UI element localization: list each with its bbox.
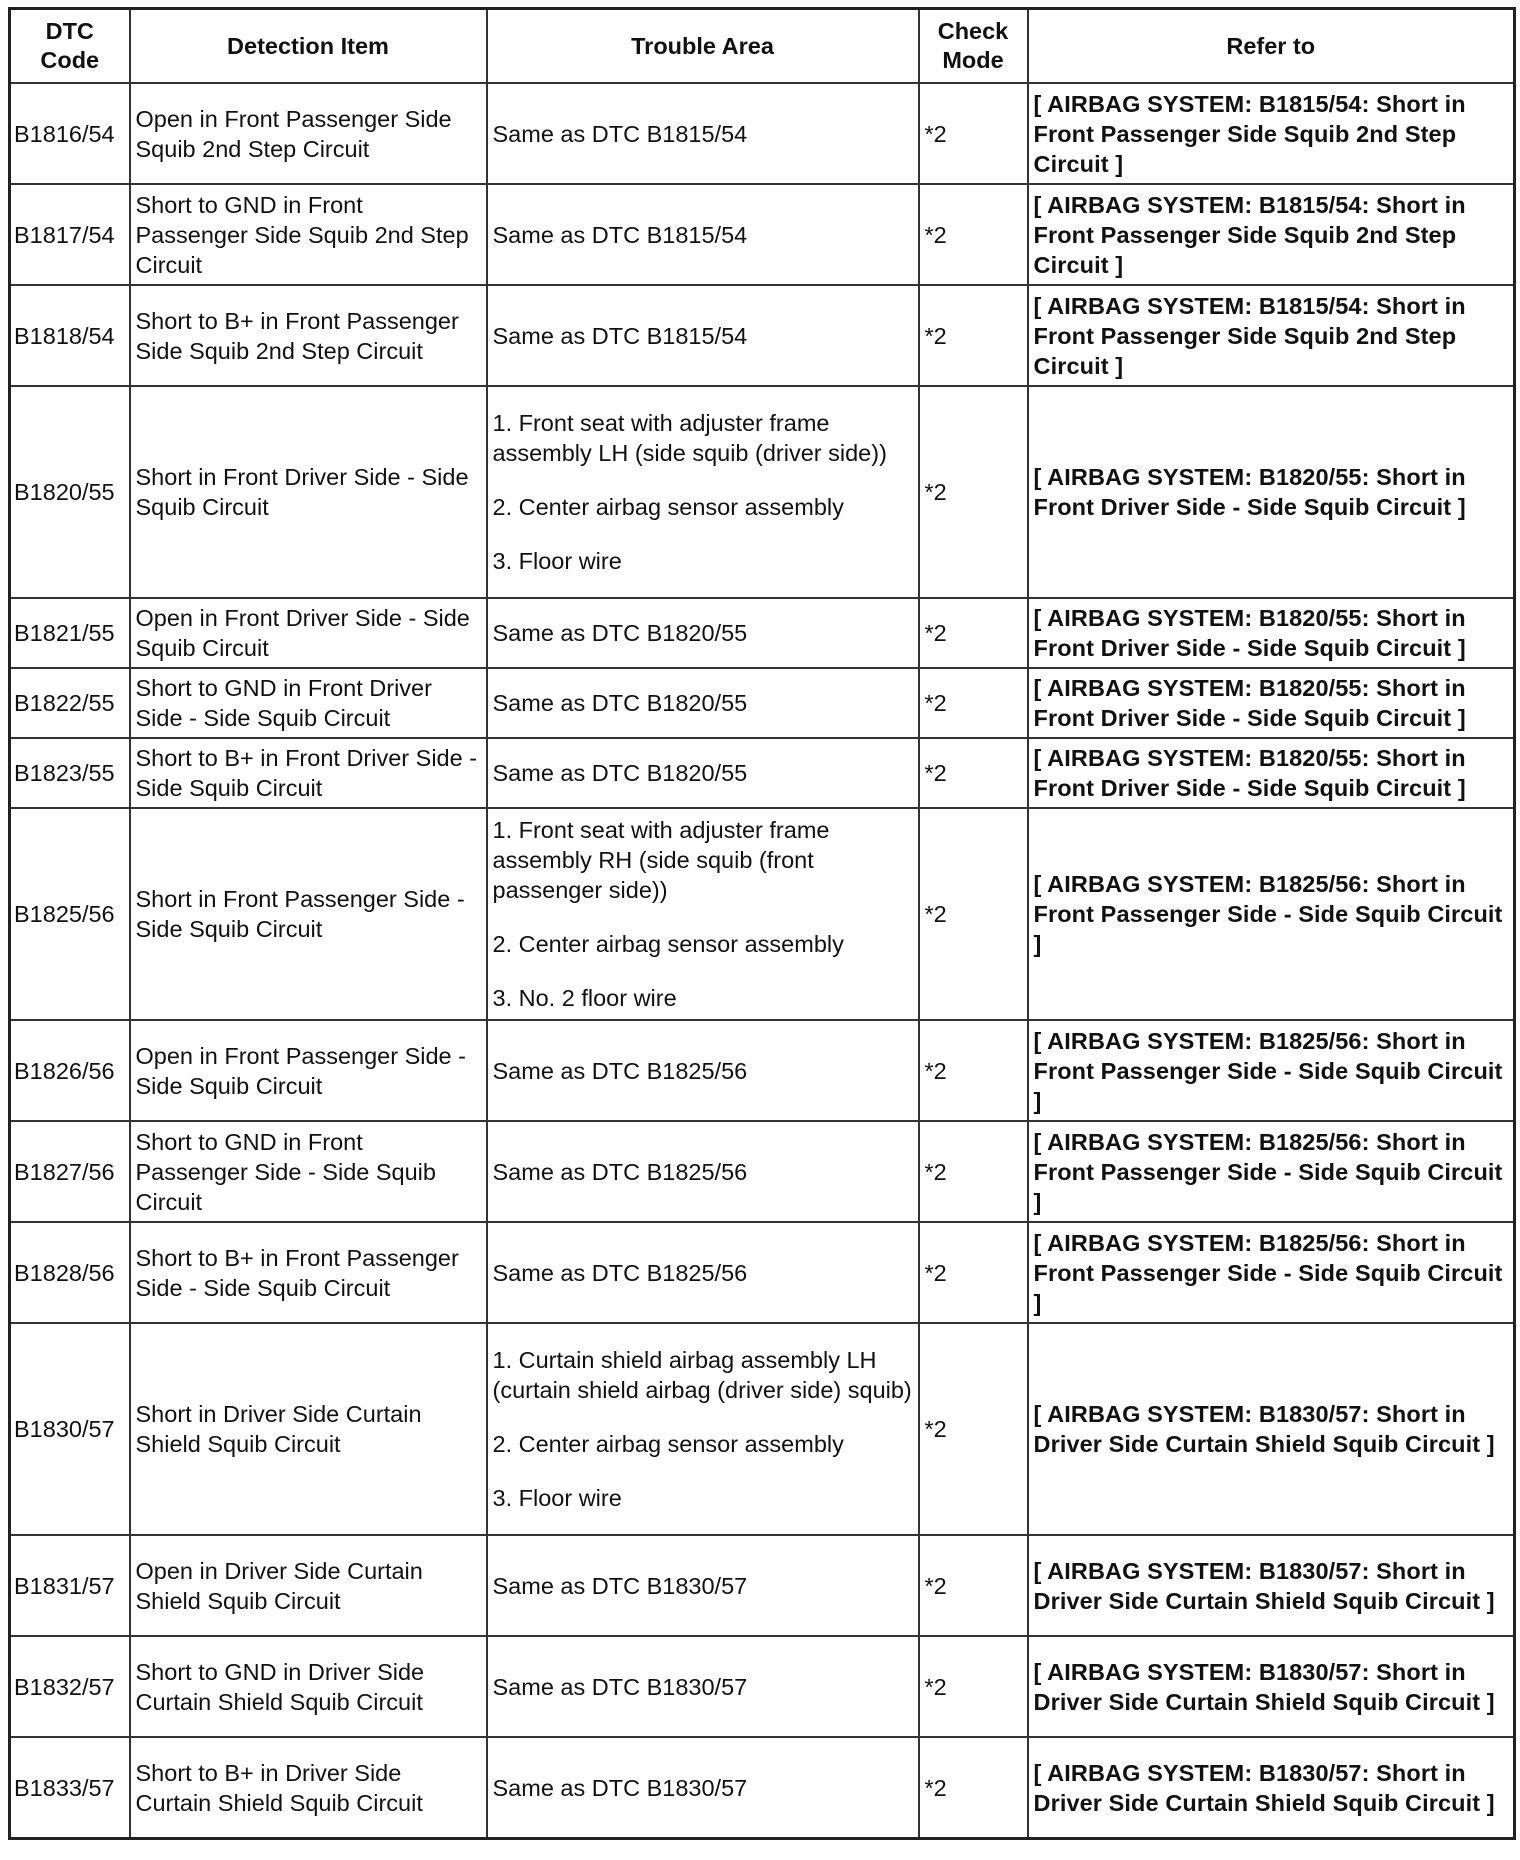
trouble-area-cell <box>487 668 919 738</box>
trouble-area-line: Same as DTC B1815/54 <box>492 322 748 349</box>
dtc-table <box>8 7 1516 1840</box>
dtc-code-cell: B1828/56 <box>10 1222 130 1323</box>
trouble-area-cell <box>487 1121 919 1222</box>
trouble-area-line: Same as DTC B1825/56 <box>492 1057 748 1084</box>
refer-to-cell: [ AIRBAG SYSTEM: B1825/56: Short in Front Passenger Side - Side Squib Circuit ] <box>1028 1121 1515 1222</box>
trouble-area-cell <box>487 1535 919 1636</box>
detection-item-cell: Open in Front Passenger Side - Side Squib Circuit <box>130 1020 487 1121</box>
dtc-code-cell: B1832/57 <box>10 1636 130 1737</box>
refer-to-cell: [ AIRBAG SYSTEM: B1830/57: Short in Driver Side Curtain Shield Squib Circuit ] <box>1028 1636 1515 1737</box>
refer-to-cell: [ AIRBAG SYSTEM: B1825/56: Short in Front Passenger Side - Side Squib Circuit ] <box>1028 808 1515 1020</box>
check-mode-cell: *2 <box>919 1020 1028 1121</box>
detection-item-cell: Short to GND in Front Passenger Side Squib 2nd Step Circuit <box>130 184 487 285</box>
trouble-area-line: Same as DTC B1815/54 <box>492 120 748 147</box>
detection-item-cell: Short in Driver Side Curtain Shield Squib Circuit <box>130 1323 487 1535</box>
refer-to-cell: [ AIRBAG SYSTEM: B1830/57: Short in Driver Side Curtain Shield Squib Circuit ] <box>1028 1535 1515 1636</box>
dtc-code-cell: B1833/57 <box>10 1737 130 1839</box>
refer-to-cell: [ AIRBAG SYSTEM: B1825/56: Short in Front Passenger Side - Side Squib Circuit ] <box>1028 1020 1515 1121</box>
header-dtc-code-line2: Code <box>40 47 100 73</box>
dtc-code-cell: B1830/57 <box>10 1323 130 1535</box>
trouble-area-line: 2. Center airbag sensor assembly <box>492 494 844 520</box>
refer-to-cell: [ AIRBAG SYSTEM: B1820/55: Short in Front Driver Side - Side Squib Circuit ] <box>1028 668 1515 738</box>
check-mode-cell: *2 <box>919 598 1028 668</box>
check-mode-cell: *2 <box>919 738 1028 808</box>
trouble-area-line: 2. Center airbag sensor assembly <box>492 1431 844 1457</box>
refer-to-cell: [ AIRBAG SYSTEM: B1815/54: Short in Front Passenger Side Squib 2nd Step Circuit ] <box>1028 184 1515 285</box>
trouble-area-cell <box>487 285 919 386</box>
trouble-area-line: Same as DTC B1815/54 <box>492 221 748 248</box>
refer-to-cell: [ AIRBAG SYSTEM: B1820/55: Short in Front Driver Side - Side Squib Circuit ] <box>1028 386 1515 598</box>
trouble-area-cell <box>487 808 919 1020</box>
detection-item-cell: Short to B+ in Front Passenger Side Squib 2nd Step Circuit <box>130 285 487 386</box>
dtc-code-cell: B1823/55 <box>10 738 130 808</box>
detection-item-cell: Short to B+ in Front Passenger Side - Side Squib Circuit <box>130 1222 487 1323</box>
dtc-code-cell: B1818/54 <box>10 285 130 386</box>
table-row <box>10 83 1515 184</box>
dtc-code-cell: B1816/54 <box>10 83 130 184</box>
trouble-area-cell <box>487 1323 919 1535</box>
check-mode-cell: *2 <box>919 83 1028 184</box>
trouble-area-line: 1. Front seat with adjuster frame assembly RH (side squib (front passenger side)) <box>492 817 830 903</box>
dtc-code-cell: B1831/57 <box>10 1535 130 1636</box>
trouble-area-cell <box>487 386 919 598</box>
table-row <box>10 386 1515 598</box>
table-row <box>10 1121 1515 1222</box>
trouble-area-cell <box>487 1020 919 1121</box>
table-row <box>10 1535 1515 1636</box>
trouble-area-line: Same as DTC B1825/56 <box>492 1158 748 1185</box>
trouble-area-cell <box>487 83 919 184</box>
trouble-area-line: Same as DTC B1830/57 <box>492 1774 748 1801</box>
trouble-area-line: 3. No. 2 floor wire <box>492 985 677 1011</box>
refer-to-cell: [ AIRBAG SYSTEM: B1830/57: Short in Driver Side Curtain Shield Squib Circuit ] <box>1028 1737 1515 1839</box>
detection-item-cell: Short to B+ in Driver Side Curtain Shield Squib Circuit <box>130 1737 487 1839</box>
dtc-table-container <box>8 7 1516 1840</box>
detection-item-cell: Open in Front Passenger Side Squib 2nd Step Circuit <box>130 83 487 184</box>
trouble-area-line: Same as DTC B1820/55 <box>492 620 748 646</box>
trouble-area-cell <box>487 184 919 285</box>
table-row <box>10 598 1515 668</box>
header-check-mode-line2: Mode <box>942 47 1004 73</box>
trouble-area-cell <box>487 1222 919 1323</box>
table-row <box>10 285 1515 386</box>
trouble-area-line: Same as DTC B1825/56 <box>492 1259 748 1286</box>
header-check-mode <box>919 9 1028 84</box>
refer-to-cell: [ AIRBAG SYSTEM: B1820/55: Short in Front Driver Side - Side Squib Circuit ] <box>1028 598 1515 668</box>
trouble-area-cell <box>487 738 919 808</box>
dtc-code-cell: B1817/54 <box>10 184 130 285</box>
check-mode-cell: *2 <box>919 386 1028 598</box>
table-row <box>10 184 1515 285</box>
check-mode-cell: *2 <box>919 1222 1028 1323</box>
dtc-code-cell: B1820/55 <box>10 386 130 598</box>
table-row <box>10 738 1515 808</box>
table-row <box>10 668 1515 738</box>
trouble-area-line: Same as DTC B1820/55 <box>492 690 748 716</box>
detection-item-cell: Short to GND in Front Driver Side - Side Squib Circuit <box>130 668 487 738</box>
header-dtc-code-line1: DTC <box>45 18 94 44</box>
check-mode-cell: *2 <box>919 285 1028 386</box>
dtc-code-cell: B1826/56 <box>10 1020 130 1121</box>
header-dtc-code <box>10 9 130 84</box>
refer-to-cell: [ AIRBAG SYSTEM: B1825/56: Short in Front Passenger Side - Side Squib Circuit ] <box>1028 1222 1515 1323</box>
check-mode-cell: *2 <box>919 808 1028 1020</box>
detection-item-cell: Open in Driver Side Curtain Shield Squib Circuit <box>130 1535 487 1636</box>
header-row <box>10 9 1515 84</box>
detection-item-cell: Open in Front Driver Side - Side Squib Circuit <box>130 598 487 668</box>
header-check-mode-line1: Check <box>937 18 1009 44</box>
refer-to-cell: [ AIRBAG SYSTEM: B1815/54: Short in Front Passenger Side Squib 2nd Step Circuit ] <box>1028 83 1515 184</box>
table-row <box>10 1737 1515 1839</box>
check-mode-cell: *2 <box>919 1535 1028 1636</box>
trouble-area-line: 3. Floor wire <box>492 548 622 574</box>
trouble-area-line: 1. Front seat with adjuster frame assembly LH (side squib (driver side)) <box>492 410 887 466</box>
dtc-code-cell: B1822/55 <box>10 668 130 738</box>
check-mode-cell: *2 <box>919 1636 1028 1737</box>
table-row <box>10 1222 1515 1323</box>
table-row <box>10 1636 1515 1737</box>
dtc-code-cell: B1821/55 <box>10 598 130 668</box>
table-row <box>10 1323 1515 1535</box>
header-detection-item: Detection Item <box>130 9 487 84</box>
trouble-area-line: Same as DTC B1830/57 <box>492 1673 748 1700</box>
check-mode-cell: *2 <box>919 184 1028 285</box>
table-row <box>10 808 1515 1020</box>
detection-item-cell: Short to B+ in Front Driver Side - Side Squib Circuit <box>130 738 487 808</box>
dtc-code-cell: B1827/56 <box>10 1121 130 1222</box>
trouble-area-cell <box>487 598 919 668</box>
trouble-area-cell <box>487 1737 919 1839</box>
detection-item-cell: Short in Front Driver Side - Side Squib Circuit <box>130 386 487 598</box>
detection-item-cell: Short to GND in Front Passenger Side - Side Squib Circuit <box>130 1121 487 1222</box>
refer-to-cell: [ AIRBAG SYSTEM: B1815/54: Short in Front Passenger Side Squib 2nd Step Circuit ] <box>1028 285 1515 386</box>
trouble-area-cell <box>487 1636 919 1737</box>
trouble-area-line: Same as DTC B1820/55 <box>492 760 748 786</box>
table-body <box>10 83 1515 1839</box>
check-mode-cell: *2 <box>919 1323 1028 1535</box>
check-mode-cell: *2 <box>919 668 1028 738</box>
table-row <box>10 1020 1515 1121</box>
header-trouble-area: Trouble Area <box>487 9 919 84</box>
trouble-area-line: Same as DTC B1830/57 <box>492 1572 748 1599</box>
detection-item-cell: Short to GND in Driver Side Curtain Shield Squib Circuit <box>130 1636 487 1737</box>
detection-item-cell: Short in Front Passenger Side - Side Squib Circuit <box>130 808 487 1020</box>
table-header <box>10 9 1515 84</box>
trouble-area-line: 3. Floor wire <box>492 1485 622 1511</box>
refer-to-cell: [ AIRBAG SYSTEM: B1820/55: Short in Front Driver Side - Side Squib Circuit ] <box>1028 738 1515 808</box>
refer-to-cell: [ AIRBAG SYSTEM: B1830/57: Short in Driver Side Curtain Shield Squib Circuit ] <box>1028 1323 1515 1535</box>
trouble-area-line: 1. Curtain shield airbag assembly LH (curtain shield airbag (driver side) squib) <box>492 1347 912 1403</box>
dtc-code-cell: B1825/56 <box>10 808 130 1020</box>
check-mode-cell: *2 <box>919 1121 1028 1222</box>
check-mode-cell: *2 <box>919 1737 1028 1839</box>
trouble-area-line: 2. Center airbag sensor assembly <box>492 931 844 957</box>
header-refer-to: Refer to <box>1028 9 1515 84</box>
